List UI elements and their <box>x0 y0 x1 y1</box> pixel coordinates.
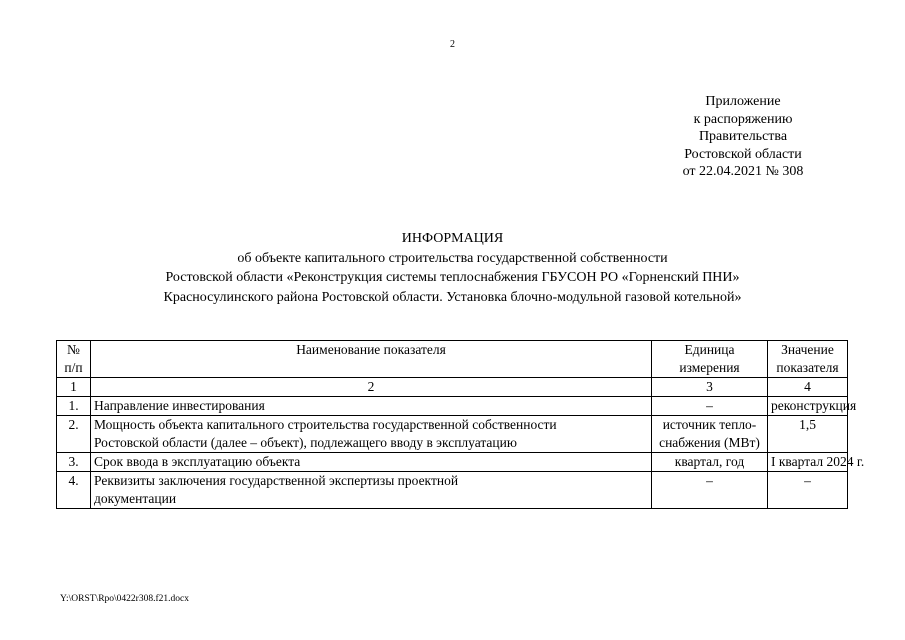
row-unit-cell <box>652 453 768 472</box>
table-row <box>57 472 848 509</box>
row-name-line: документации <box>94 491 177 506</box>
appendix-line: Ростовской области <box>684 146 802 162</box>
row-num-cell: 1. <box>57 397 91 416</box>
appendix-line: от 22.04.2021 № 308 <box>682 164 804 179</box>
row-name-line: Ростовской области (далее – объект), подлежащего вводу в эксплуатацию <box>94 435 517 450</box>
header-num-cell <box>57 341 91 378</box>
title-line: Ростовской области «Реконструкция системы теплоснабжения ГБУСОН РО «Горненский ПНИ» <box>165 270 740 285</box>
table-index-row <box>57 378 848 397</box>
title-heading: ИНФОРМАЦИЯ <box>401 231 504 246</box>
row-num-cell: 3. <box>57 453 91 472</box>
header-unit-line: Единица <box>684 342 735 357</box>
row-value-cell: I квартал 2024 г. <box>768 453 848 472</box>
row-num-cell: 2. <box>57 416 91 453</box>
header-num-line: п/п <box>64 360 83 375</box>
appendix-line: к распоряжению <box>693 111 793 127</box>
appendix-line: Приложение <box>705 94 781 109</box>
page-number: 2 <box>450 39 455 50</box>
index-cell: 4 <box>768 378 848 397</box>
table-row <box>57 453 848 472</box>
row-value-cell: 1,5 <box>768 416 848 453</box>
row-name-line: Мощность объекта капитального строительства государственной собственности <box>94 417 557 432</box>
row-name-line: Направление инвестирования <box>94 398 265 413</box>
index-cell: 1 <box>57 378 91 397</box>
row-unit-cell <box>652 397 768 416</box>
row-unit-line: – <box>706 473 713 488</box>
row-value-cell: реконструкция <box>768 397 848 416</box>
index-cell: 2 <box>91 378 652 397</box>
row-name-cell <box>91 472 652 509</box>
header-num-line: № <box>67 342 80 357</box>
document-title <box>0 229 905 307</box>
row-unit-line: снабжения (МВт) <box>659 435 760 450</box>
appendix-block <box>660 93 826 181</box>
row-name-cell <box>91 453 652 472</box>
row-name-line: Реквизиты заключения государственной экспертизы проектной <box>94 473 459 488</box>
row-num-cell: 4. <box>57 472 91 509</box>
header-unit-line: измерения <box>679 360 740 375</box>
title-line: об объекте капитального строительства государственной собственности <box>237 250 668 266</box>
row-name-cell <box>91 397 652 416</box>
row-unit-line: источник тепло- <box>662 417 757 432</box>
row-unit-cell <box>652 416 768 453</box>
row-unit-line: – <box>706 398 713 413</box>
row-unit-cell <box>652 472 768 509</box>
header-value-cell <box>768 341 848 378</box>
table-row <box>57 397 848 416</box>
appendix-line: Правительства <box>698 129 788 144</box>
header-name-cell: Наименование показателя <box>91 341 652 378</box>
header-unit-cell <box>652 341 768 378</box>
info-table <box>56 340 865 509</box>
title-line: Красносулинского района Ростовской области. Установка блочно-модульной газовой котельной» <box>163 289 742 305</box>
header-value-line: Значение <box>781 342 834 357</box>
row-unit-line: квартал, год <box>674 454 745 469</box>
index-cell: 3 <box>652 378 768 397</box>
row-value-cell: – <box>768 472 848 509</box>
header-value-line: показателя <box>776 360 839 375</box>
row-name-line: Срок ввода в эксплуатацию объекта <box>94 454 301 469</box>
footer-file-path: Y:\ORST\Rpo\0422r308.f21.docx <box>60 594 189 604</box>
table-row <box>57 416 848 453</box>
row-name-cell <box>91 416 652 453</box>
table-header-row <box>57 341 848 378</box>
